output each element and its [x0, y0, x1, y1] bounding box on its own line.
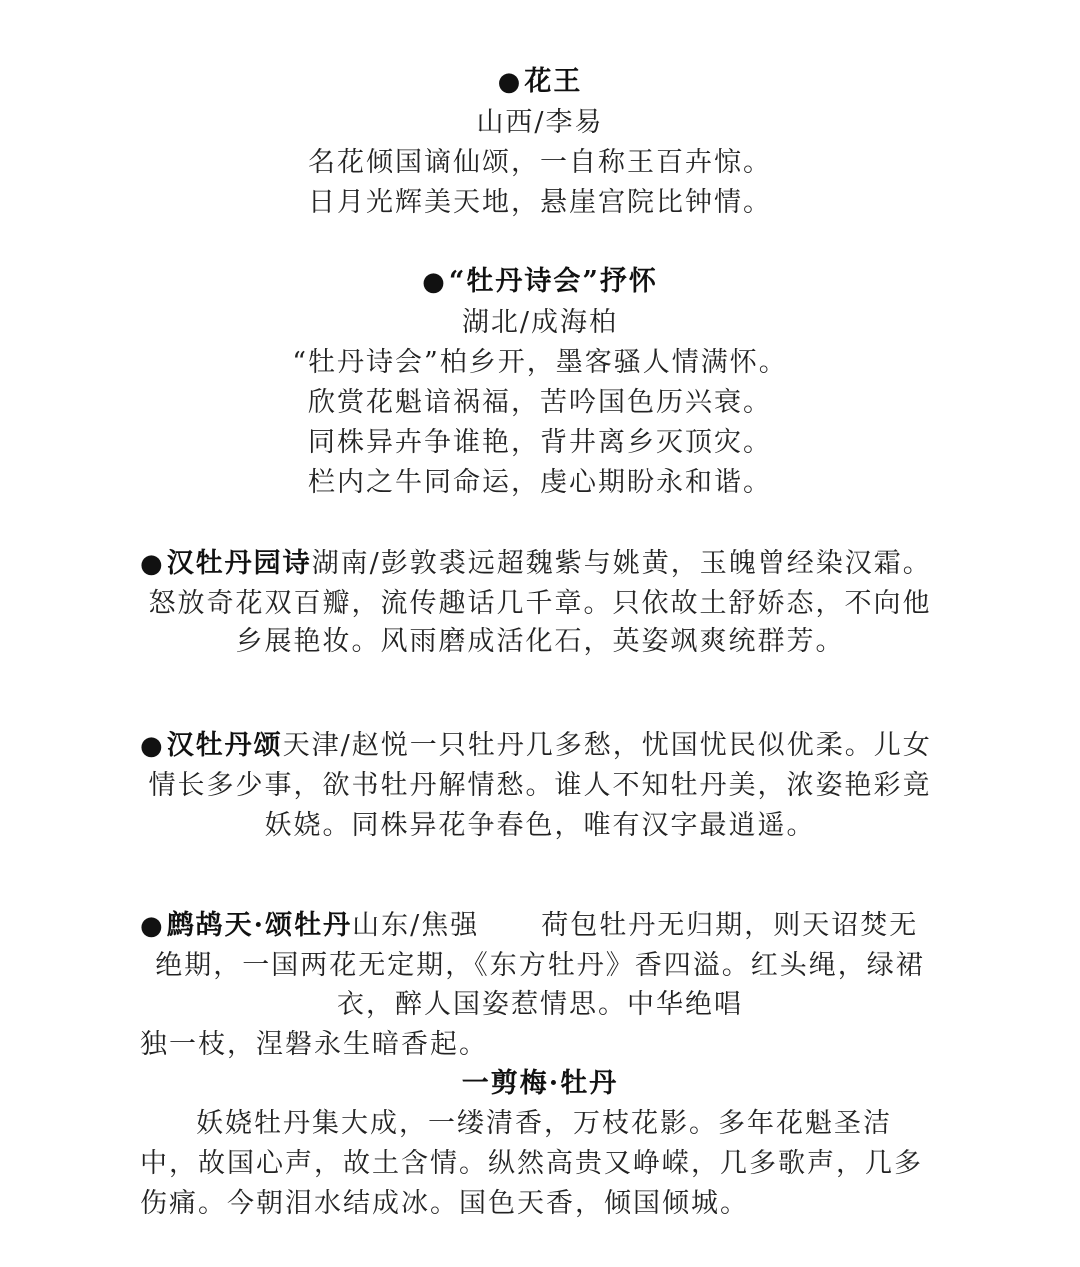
poem-title: 鹧鸪天·颂牡丹 — [166, 910, 353, 941]
poem-first-line — [140, 544, 940, 584]
poem-line: 独一枝，涅磐永生暗香起。 — [140, 1029, 488, 1060]
poem-line: 妖娆。同株异花争春色，唯有汉字最逍遥。 — [264, 810, 816, 841]
poem-line: 乡展艳妆。风雨磨成活化石，英姿飒爽统群芳。 — [235, 626, 845, 657]
poem-line: “牡丹诗会”柏乡开，墨客骚人情满怀。 — [292, 347, 788, 378]
poem-line: 中，故国心声，故土含情。纵然高贵又峥嵘，几多歌声，几多 — [140, 1148, 923, 1179]
bullet-icon: ● — [140, 549, 165, 579]
poem-author: 山东/焦强 — [352, 910, 480, 941]
poem-line: 衣，醉人国姿惹情思。中华绝唱 — [337, 989, 743, 1020]
poem-line: 怒放奇花双百瓣，流传趣话几千章。只依故土舒娇态，不向他 — [148, 588, 932, 619]
poem-line: 伤痛。今朝泪水结成冰。国色天香，倾国倾城。 — [140, 1188, 749, 1219]
poem-first-line — [140, 906, 940, 946]
poem-title: 汉牡丹颂 — [166, 730, 283, 761]
poem-author: 天津/赵悦 — [282, 730, 410, 761]
poem-line: 绝期，一国两花无定期，《东方牡丹》香四溢。红头绳，绿裙 — [155, 950, 925, 981]
bullet-icon: ● — [497, 67, 523, 97]
bullet-icon: ● — [140, 911, 165, 941]
poem-line: 名花倾国谪仙颂，一自称王百卉惊。 — [308, 147, 772, 178]
poem-line: 一只牡丹几多愁，忧国忧民似优柔。儿女 — [409, 730, 932, 761]
poem-first-line — [140, 726, 940, 766]
poem-line: 荷包牡丹无归期，则天诏焚无 — [541, 910, 919, 941]
poem-author: 山西/李易 — [476, 107, 604, 138]
poem-line: 栏内之牛同命运，虔心期盼永和谐。 — [308, 467, 772, 498]
poem-title: ●花王 — [497, 66, 583, 97]
poem-line: 情长多少事，欲书牡丹解情愁。谁人不知牡丹美，浓姿艳彩竟 — [148, 770, 932, 801]
poem-author: 湖南/彭敦裘 — [311, 548, 468, 579]
poem-title: ●“牡丹诗会”抒怀 — [422, 266, 658, 297]
poem-title: 一剪梅·牡丹 — [461, 1068, 619, 1099]
poem-author: 湖北/成海柏 — [461, 307, 619, 338]
poem-line: 欣赏花魁谙祸福，苦吟国色历兴衰。 — [308, 387, 772, 418]
poem-line: 远超魏紫与姚黄，玉魄曾经染汉霜。 — [467, 548, 932, 579]
bullet-icon: ● — [140, 731, 165, 761]
poem-line: 日月光辉美天地，悬崖宫院比钟情。 — [308, 187, 772, 218]
poem-line: 妖娆牡丹集大成，一缕清香，万枝花影。多年花魁圣洁 — [196, 1108, 892, 1139]
bullet-icon: ● — [422, 267, 447, 297]
poem-line: 同株异卉争谁艳，背井离乡灭顶灾。 — [308, 427, 772, 458]
poem-title: 汉牡丹园诗 — [166, 548, 312, 579]
